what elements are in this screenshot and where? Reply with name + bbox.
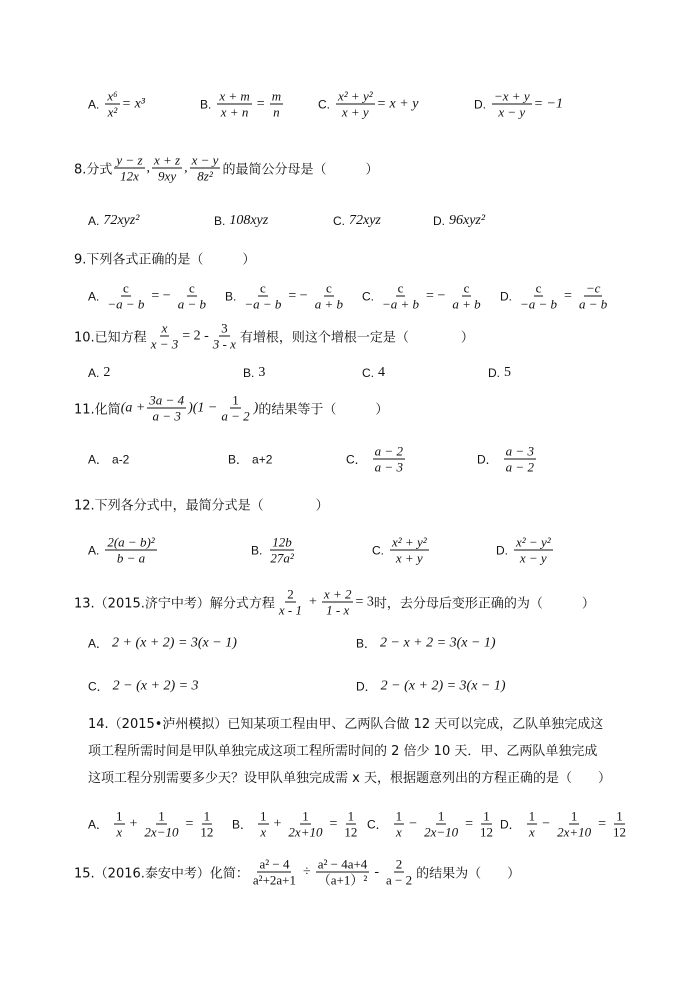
q7-option-a: A. $\frac{\text{x⁶}}{\text{x²}}$ = x³ <box>88 88 145 120</box>
q12-option-d: D. $\frac{\text{x² − y²}}{x - y}$ <box>496 534 551 566</box>
q9-option-d: D. $\frac{c}{-a - b}$ = $\frac{-c}{a - b}$ <box>500 280 608 312</box>
q12-option-b: B. $\frac{12b}{\text{27a²}}$ <box>251 534 294 566</box>
q14-option-b: B． $\frac{1}{x}$ + $\frac{1}{2x+10}$ = $\frac{1}{12}$ <box>232 808 358 840</box>
q9-option-a: A. $\frac{c}{-a - b}$ = − $\frac{c}{a - b}$ <box>88 280 206 312</box>
q14-option-a: A． $\frac{1}{x}$ + $\frac{1}{2x-10}$ = $\frac{1}{12}$ <box>88 808 214 840</box>
q14-stem: 14.（2015•泸州模拟）已知某项工程由甲、乙两队合做 12 天可以完成，乙队单独完成这 项工程所需时间是甲队单独完成这项工程所需时间的 2 倍少 10 天．甲、乙两队单独完成 这项工程分别需要多少天？设甲队单独完成需 x 天，根据题意列出的方程正确的是（ ） <box>88 717 611 786</box>
q7-option-d: D. $\frac{-x + y}{x - y}$ = −1 <box>474 88 563 120</box>
q7-option-b: B. $\frac{x + m}{x + n}$ = $\frac{m}{n}$ <box>200 88 282 120</box>
q11-option-d: D． $\frac{a - 3}{a - 2}$ <box>477 443 534 475</box>
q11-option-a: A． a-2 <box>88 452 130 467</box>
q14-option-c: C． $\frac{1}{x}$ − $\frac{1}{2x-10}$ = $\frac{1}{12}$ <box>367 808 494 840</box>
q8-option-c: C. 72xyz <box>333 213 381 228</box>
q13-option-c: C． 2 − (x + 2) = 3 <box>88 678 199 694</box>
q10-option-d: D. 5 <box>488 365 511 380</box>
q14-option-d: D． $\frac{1}{x}$ − $\frac{1}{2x+10}$ = $\frac{1}{12}$ <box>500 808 627 840</box>
q10-option-c: C. 4 <box>362 365 385 380</box>
q12-option-a: A. $\frac{\text{2(a − b)²}}{b - a}$ <box>88 534 155 566</box>
q7-option-c: C. $\frac{\text{x² + y²}}{x + y}$ = x + y <box>318 88 419 120</box>
q9-option-b: B. $\frac{c}{-a - b}$ = − $\frac{c}{a + b}$ <box>225 280 343 312</box>
q13-option-b: B． 2 − x + 2 = 3(x − 1) <box>356 635 496 651</box>
q8-option-b: B. 108xyz <box>214 213 269 228</box>
q13-option-d: D． 2 − (x + 2) = 3(x − 1) <box>356 678 506 694</box>
q11-option-c: C． $\frac{a - 2}{a - 3}$ <box>346 443 403 475</box>
q9-option-c: C. $\frac{c}{-a + b}$ = − $\frac{c}{a + b}$ <box>362 280 481 312</box>
q8-option-d: D. 96xyz² <box>433 213 486 228</box>
q10-option-b: B. 3 <box>243 365 266 380</box>
q10-option-a: A. 2 <box>88 365 111 380</box>
q13-option-a: A． 2 + (x + 2) = 3(x − 1) <box>88 635 237 651</box>
q11-option-b: B． a+2 <box>228 452 273 467</box>
q12-option-c: C. $\frac{\text{x² + y²}}{x + y}$ <box>372 534 427 566</box>
q8-option-a: A. 72xyz² <box>88 213 140 228</box>
